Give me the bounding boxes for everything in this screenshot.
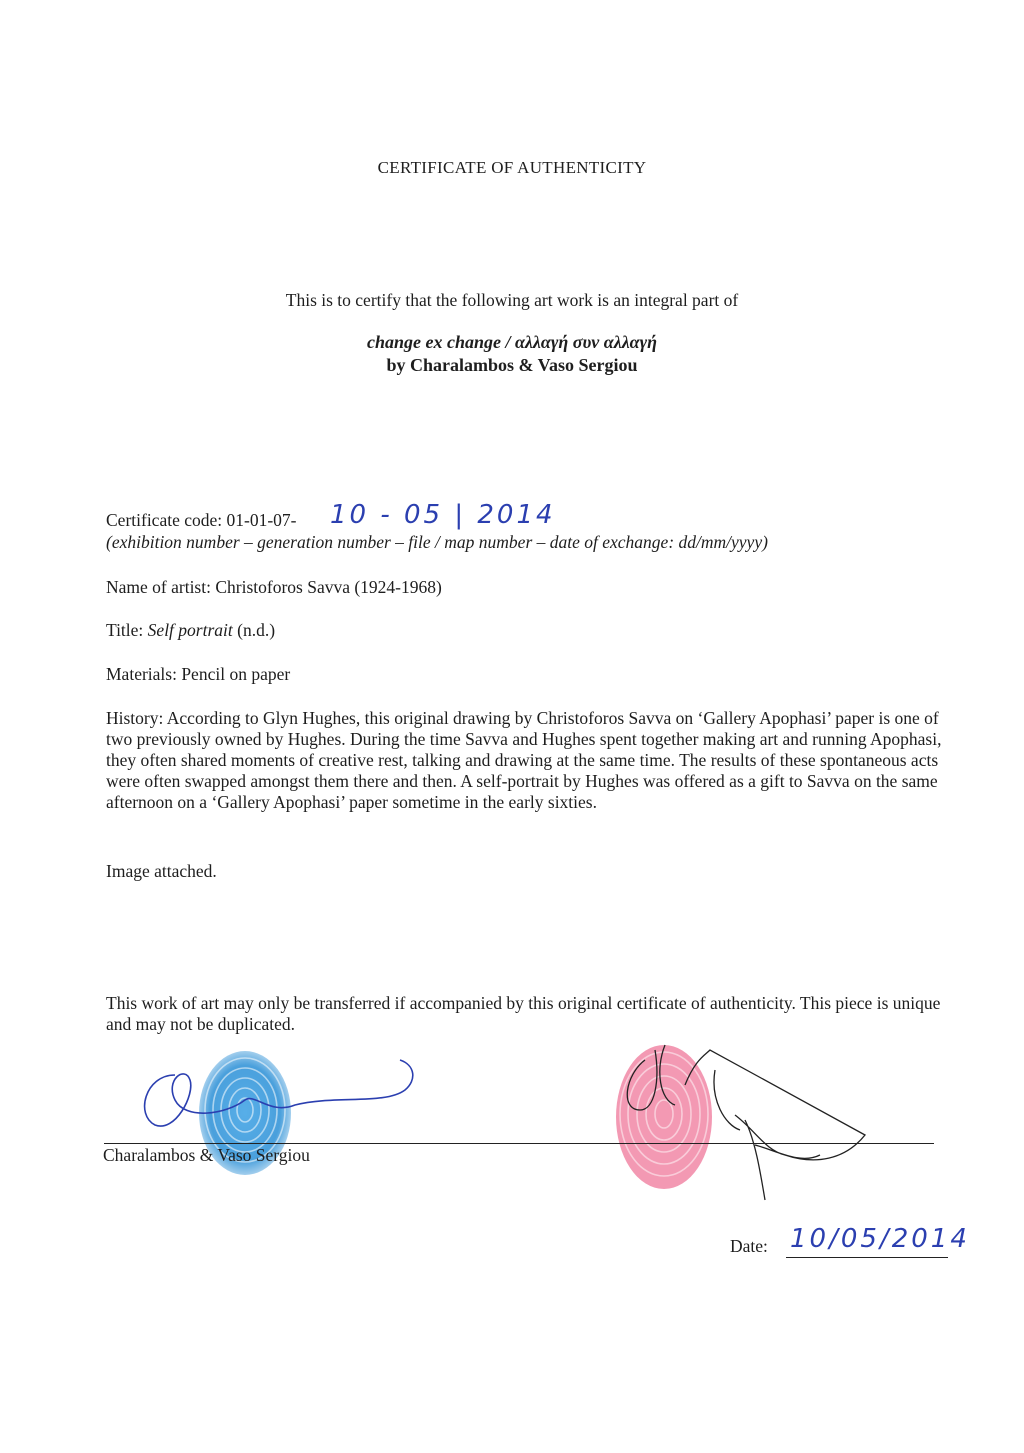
artwork-title-label: Title: (106, 620, 148, 640)
work-title: change ex change / αλλαγή συν αλλαγή (366, 332, 658, 352)
image-attached-note: Image attached. (106, 861, 217, 881)
certificate-heading: CERTIFICATE OF AUTHENTICITY (377, 158, 647, 177)
certificate-code-legend: (exhibition number – generation number – file / map number – date of exchange: dd/mm/yyyy) (106, 532, 768, 552)
date-label: Date: (730, 1236, 768, 1256)
work-authors: by Charalambos & Vaso Sergiou (386, 355, 638, 375)
materials-line: Materials: Pencil on paper (106, 664, 291, 684)
certificate-code-handwritten: 10 - 05 | 2014 (330, 500, 556, 530)
history-paragraph: History: According to Glyn Hughes, this original drawing by Christoforos Savva on ‘Gallery Apophasi’ paper is one of two previously owned by Hughes. During the time Savva and Hughes spent together making art and running Apophasi, they often shared moments of creative rest, talking and drawing at the same time. The results of these spontaneous acts were often swapped amongst them there and then. A self-portrait by Hughes was offered as a gift to Savva on the same afternoon on a ‘Gallery Apophasi’ paper sometime in the early sixties. (106, 708, 942, 812)
artwork-title-date: (n.d.) (232, 620, 276, 640)
artwork-title-line (106, 620, 952, 641)
artwork-title-value: Self portrait (147, 620, 233, 640)
date-handwritten: 10/05/2014 (790, 1224, 970, 1254)
signature-line (104, 1143, 934, 1144)
black-signature (615, 1030, 880, 1205)
date-line (786, 1257, 948, 1258)
signatory-name: Charalambos & Vaso Sergiou (103, 1145, 310, 1165)
blue-signature (135, 1055, 420, 1135)
transfer-notice: This work of art may only be transferred if accompanied by this original certificate of authenticity. This piece is unique and may not be duplicated. (106, 993, 941, 1034)
artist-name: Name of artist: Christoforos Savva (1924-1968) (106, 577, 442, 597)
certificate-code-label: Certificate code: 01-01-07- (106, 510, 297, 530)
intro-text: This is to certify that the following art work is an integral part of (285, 290, 739, 310)
